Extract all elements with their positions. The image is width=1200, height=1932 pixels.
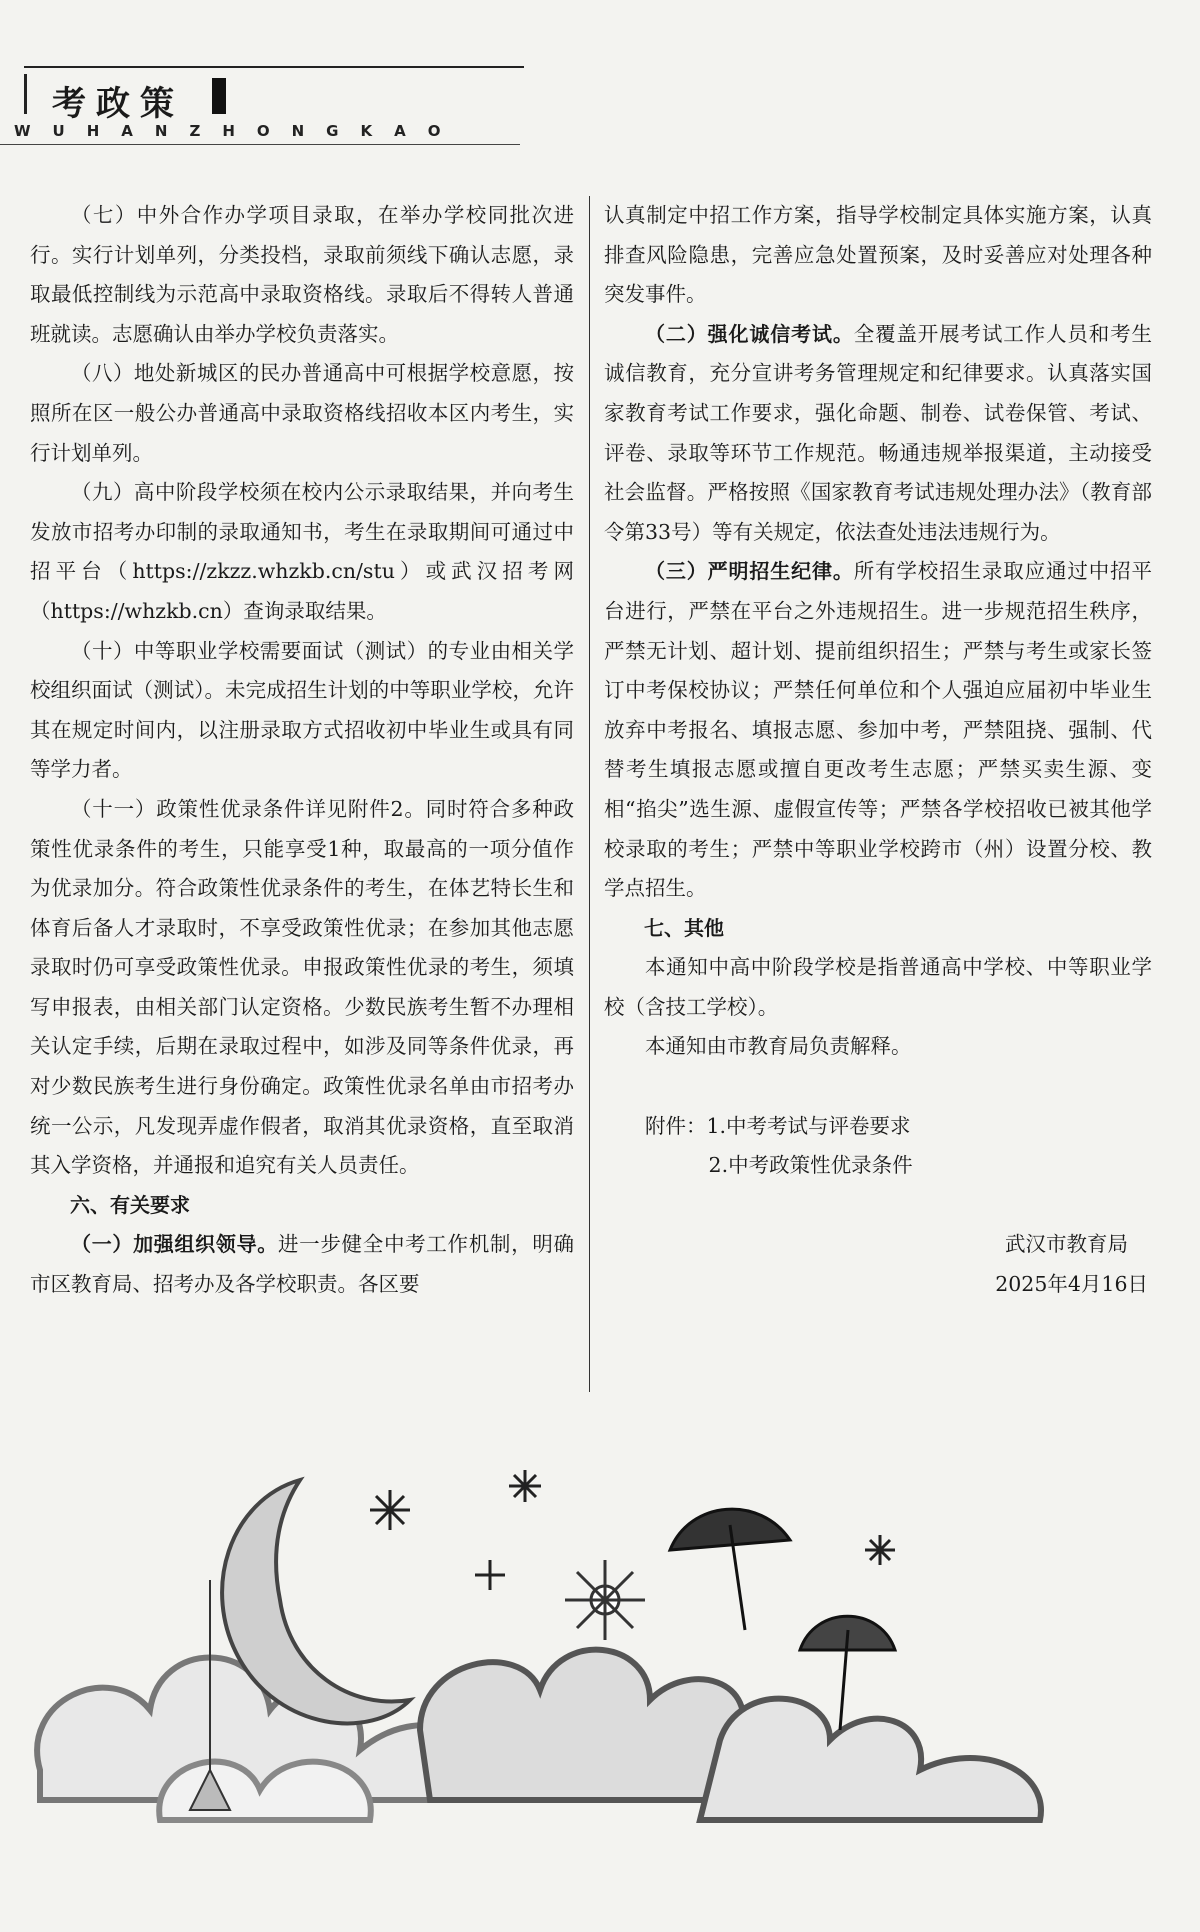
item-text: 所有学校招生录取应通过中招平台进行，严禁在平台之外违规招生。进一步规范招生秩序，严禁无计划、超计划、提前组织招生；严禁与考生或家长签订中考保校协议；严禁任何单位和个人强迫应届初中毕业生放弃中考报名、填报志愿、参加中考，严禁阻挠、强制、代替考生填报志愿或擅自更改考生志愿；严禁买卖生源、变相“掐尖”选生源、虚假宣传等；严禁各学校招收已被其他学校录取的考生；严禁中等职业学校跨市（州）设置分校、教学点招生。 [604, 559, 1153, 901]
header-underline [0, 144, 520, 145]
item-text: 全覆盖开展考试工作人员和考生诚信教育，充分宣讲考务管理规定和纪律要求。认真落实国家教育考试工作要求，强化命题、制卷、试卷保管、考试、评卷、录取等环节工作规范。畅通违规举报渠道，主动接受社会监督。严格按照《国家教育考试违规处理办法》（教育部令第33号）等有关规定，依法查处违法违规行为。 [604, 321, 1153, 544]
decorative-illustration [0, 1440, 1200, 1932]
signature-block [604, 1225, 1152, 1304]
column-divider [589, 196, 590, 1392]
right-column [604, 196, 1152, 1305]
signature-date: 2025年4月16日 [995, 1272, 1148, 1297]
paragraph-9: （九）高中阶段学校须在校内公示录取结果，并向考生发放市招考办印制的录取通知书，考生在录取期间可通过中招平台（https://zkzz.whzkb.cn/stu）或武汉招考网（https://whzkb.cn）查询录取结果。 [30, 480, 574, 623]
signature-org: 武汉市教育局 [1005, 1232, 1128, 1257]
attachments [604, 1107, 1152, 1186]
item-label: （三）严明招生纪律。 [645, 559, 854, 584]
section-subtitle: WUHANZHONGKAO [14, 122, 463, 140]
section-6-item-1 [30, 1225, 574, 1304]
title-block-mark [212, 78, 226, 114]
section-6-item-3 [604, 552, 1152, 908]
paragraph-11: （十一）政策性优录条件详见附件2。同时符合多种政策性优录条件的考生，只能享受1种，取最高的一项分值作为优录加分。符合政策性优录条件的考生，在体艺特长生和体育后备人才录取时，不享受政策性优录；在参加其他志愿录取时仍可享受政策性优录。申报政策性优录的考生，须填写申报表，由相关部门认定资格。少数民族考生暂不办理相关认定手续，后期在录取过程中，如涉及同等条件优录，再对少数民族考生进行身份确定。政策性优录名单由市招考办统一公示，凡发现弄虚作假者，取消其优录资格，直至取消其入学资格，并通报和追究有关人员责任。 [30, 796, 574, 1178]
attachment-1: 附件：1.中考考试与评卷要求 [645, 1113, 911, 1138]
section-6-heading: 六、有关要求 [70, 1192, 190, 1217]
sun-icon [565, 1560, 645, 1640]
section-7-paragraph-2: 本通知由市教育局负责解释。 [645, 1034, 912, 1059]
cloud-icon [37, 1650, 1041, 1820]
paragraph-10: （十）中等职业学校需要面试（测试）的专业由相关学校组织面试（测试）。未完成招生计划的中等职业学校，允许其在规定时间内，以注册录取方式招收初中毕业生或具有同等学力者。 [30, 638, 574, 782]
attachment-2: 2.中考政策性优录条件 [708, 1153, 913, 1178]
page-header [0, 60, 560, 150]
item-label: （二）强化诚信考试。 [645, 321, 854, 346]
item-label: （一）加强组织领导。 [71, 1232, 278, 1257]
paragraph-7: （七）中外合作办学项目录取，在举办学校同批次进行。实行计划单列，分类投档，录取前须线下确认志愿，录取最低控制线为示范高中录取资格线。录取后不得转人普通班就读。志愿确认由举办学校负责落实。 [30, 203, 574, 346]
header-rule [24, 66, 524, 68]
item-text: 进一步健全中考工作机制，明确市区教育局、招考办及各学校职责。各区要 [30, 1232, 575, 1297]
left-column [30, 196, 574, 1305]
section-6-item-2 [604, 315, 1152, 553]
section-title: 考政策 [52, 84, 184, 124]
paragraph-8: （八）地处新城区的民办普通高中可根据学校意愿，按照所在区一般公办普通高中录取资格线招收本区内考生，实行计划单列。 [30, 361, 574, 465]
section-7-heading: 七、其他 [644, 915, 724, 940]
section-7-paragraph-1: 本通知中高中阶段学校是指普通高中学校、中等职业学校（含技工学校）。 [604, 955, 1152, 1019]
continued-paragraph: 认真制定中招工作方案，指导学校制定具体实施方案，认真排查风险隐患，完善应急处置预案，及时妥善应对处理各种突发事件。 [604, 203, 1152, 307]
